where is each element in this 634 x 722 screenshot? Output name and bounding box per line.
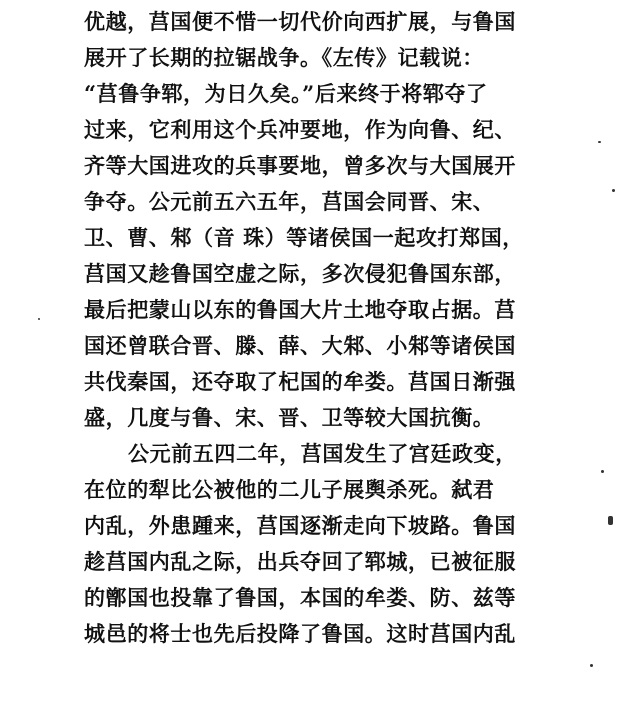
text-line-6: 争夺。公元前五六五年，莒国会同晋、宋、 bbox=[84, 189, 495, 214]
text-line-14: 在位的犁比公被他的二儿子展舆杀死。弑君 bbox=[84, 477, 495, 502]
scan-speck bbox=[38, 318, 40, 320]
text-line-1: 优越，莒国便不惜一切代价向西扩展，与鲁国 bbox=[84, 9, 516, 34]
scan-speck bbox=[598, 141, 601, 143]
text-line-16: 趁莒国内乱之际，出兵夺回了郓城，已被征服 bbox=[84, 549, 516, 574]
text-line-17: 的鄫国也投靠了鲁国，本国的牟娄、防、兹等 bbox=[84, 585, 516, 610]
body-text bbox=[84, 4, 554, 652]
text-line-10: 国还曾联合晋、滕、薛、大邾、小邾等诸侯国 bbox=[84, 333, 516, 358]
scan-speck bbox=[608, 516, 613, 525]
text-line-11: 共伐秦国，还夺取了杞国的牟娄。莒国日渐强 bbox=[84, 369, 516, 394]
scan-speck bbox=[612, 189, 615, 192]
scan-speck bbox=[590, 664, 593, 667]
text-line-18: 城邑的将士也先后投降了鲁国。这时莒国内乱 bbox=[84, 621, 516, 646]
text-line-4: 过来，它利用这个兵冲要地，作为向鲁、纪、 bbox=[84, 117, 516, 142]
text-line-5: 齐等大国进攻的兵事要地，曾多次与大国展开 bbox=[84, 153, 516, 178]
scan-speck bbox=[601, 470, 604, 473]
text-line-9: 最后把蒙山以东的鲁国大片土地夺取占据。莒 bbox=[84, 297, 516, 322]
text-line-15: 内乱，外患踵来，莒国逐渐走向下坡路。鲁国 bbox=[84, 513, 516, 538]
text-line-12: 盛，几度与鲁、宋、晋、卫等较大国抗衡。 bbox=[84, 405, 495, 430]
text-line-2: 展开了长期的拉锯战争。《左传》记载说： bbox=[84, 45, 484, 70]
text-line-3: “莒鲁争郓，为日久矣。”后来终于将郓夺了 bbox=[84, 81, 488, 106]
text-line-8: 莒国又趁鲁国空虚之际，多次侵犯鲁国东部， bbox=[84, 261, 516, 286]
text-line-7: 卫、曹、邾（音 珠）等诸侯国一起攻打郑国， bbox=[84, 225, 524, 250]
text-line-13: 公元前五四二年，莒国发生了宫廷政变， bbox=[128, 441, 517, 466]
